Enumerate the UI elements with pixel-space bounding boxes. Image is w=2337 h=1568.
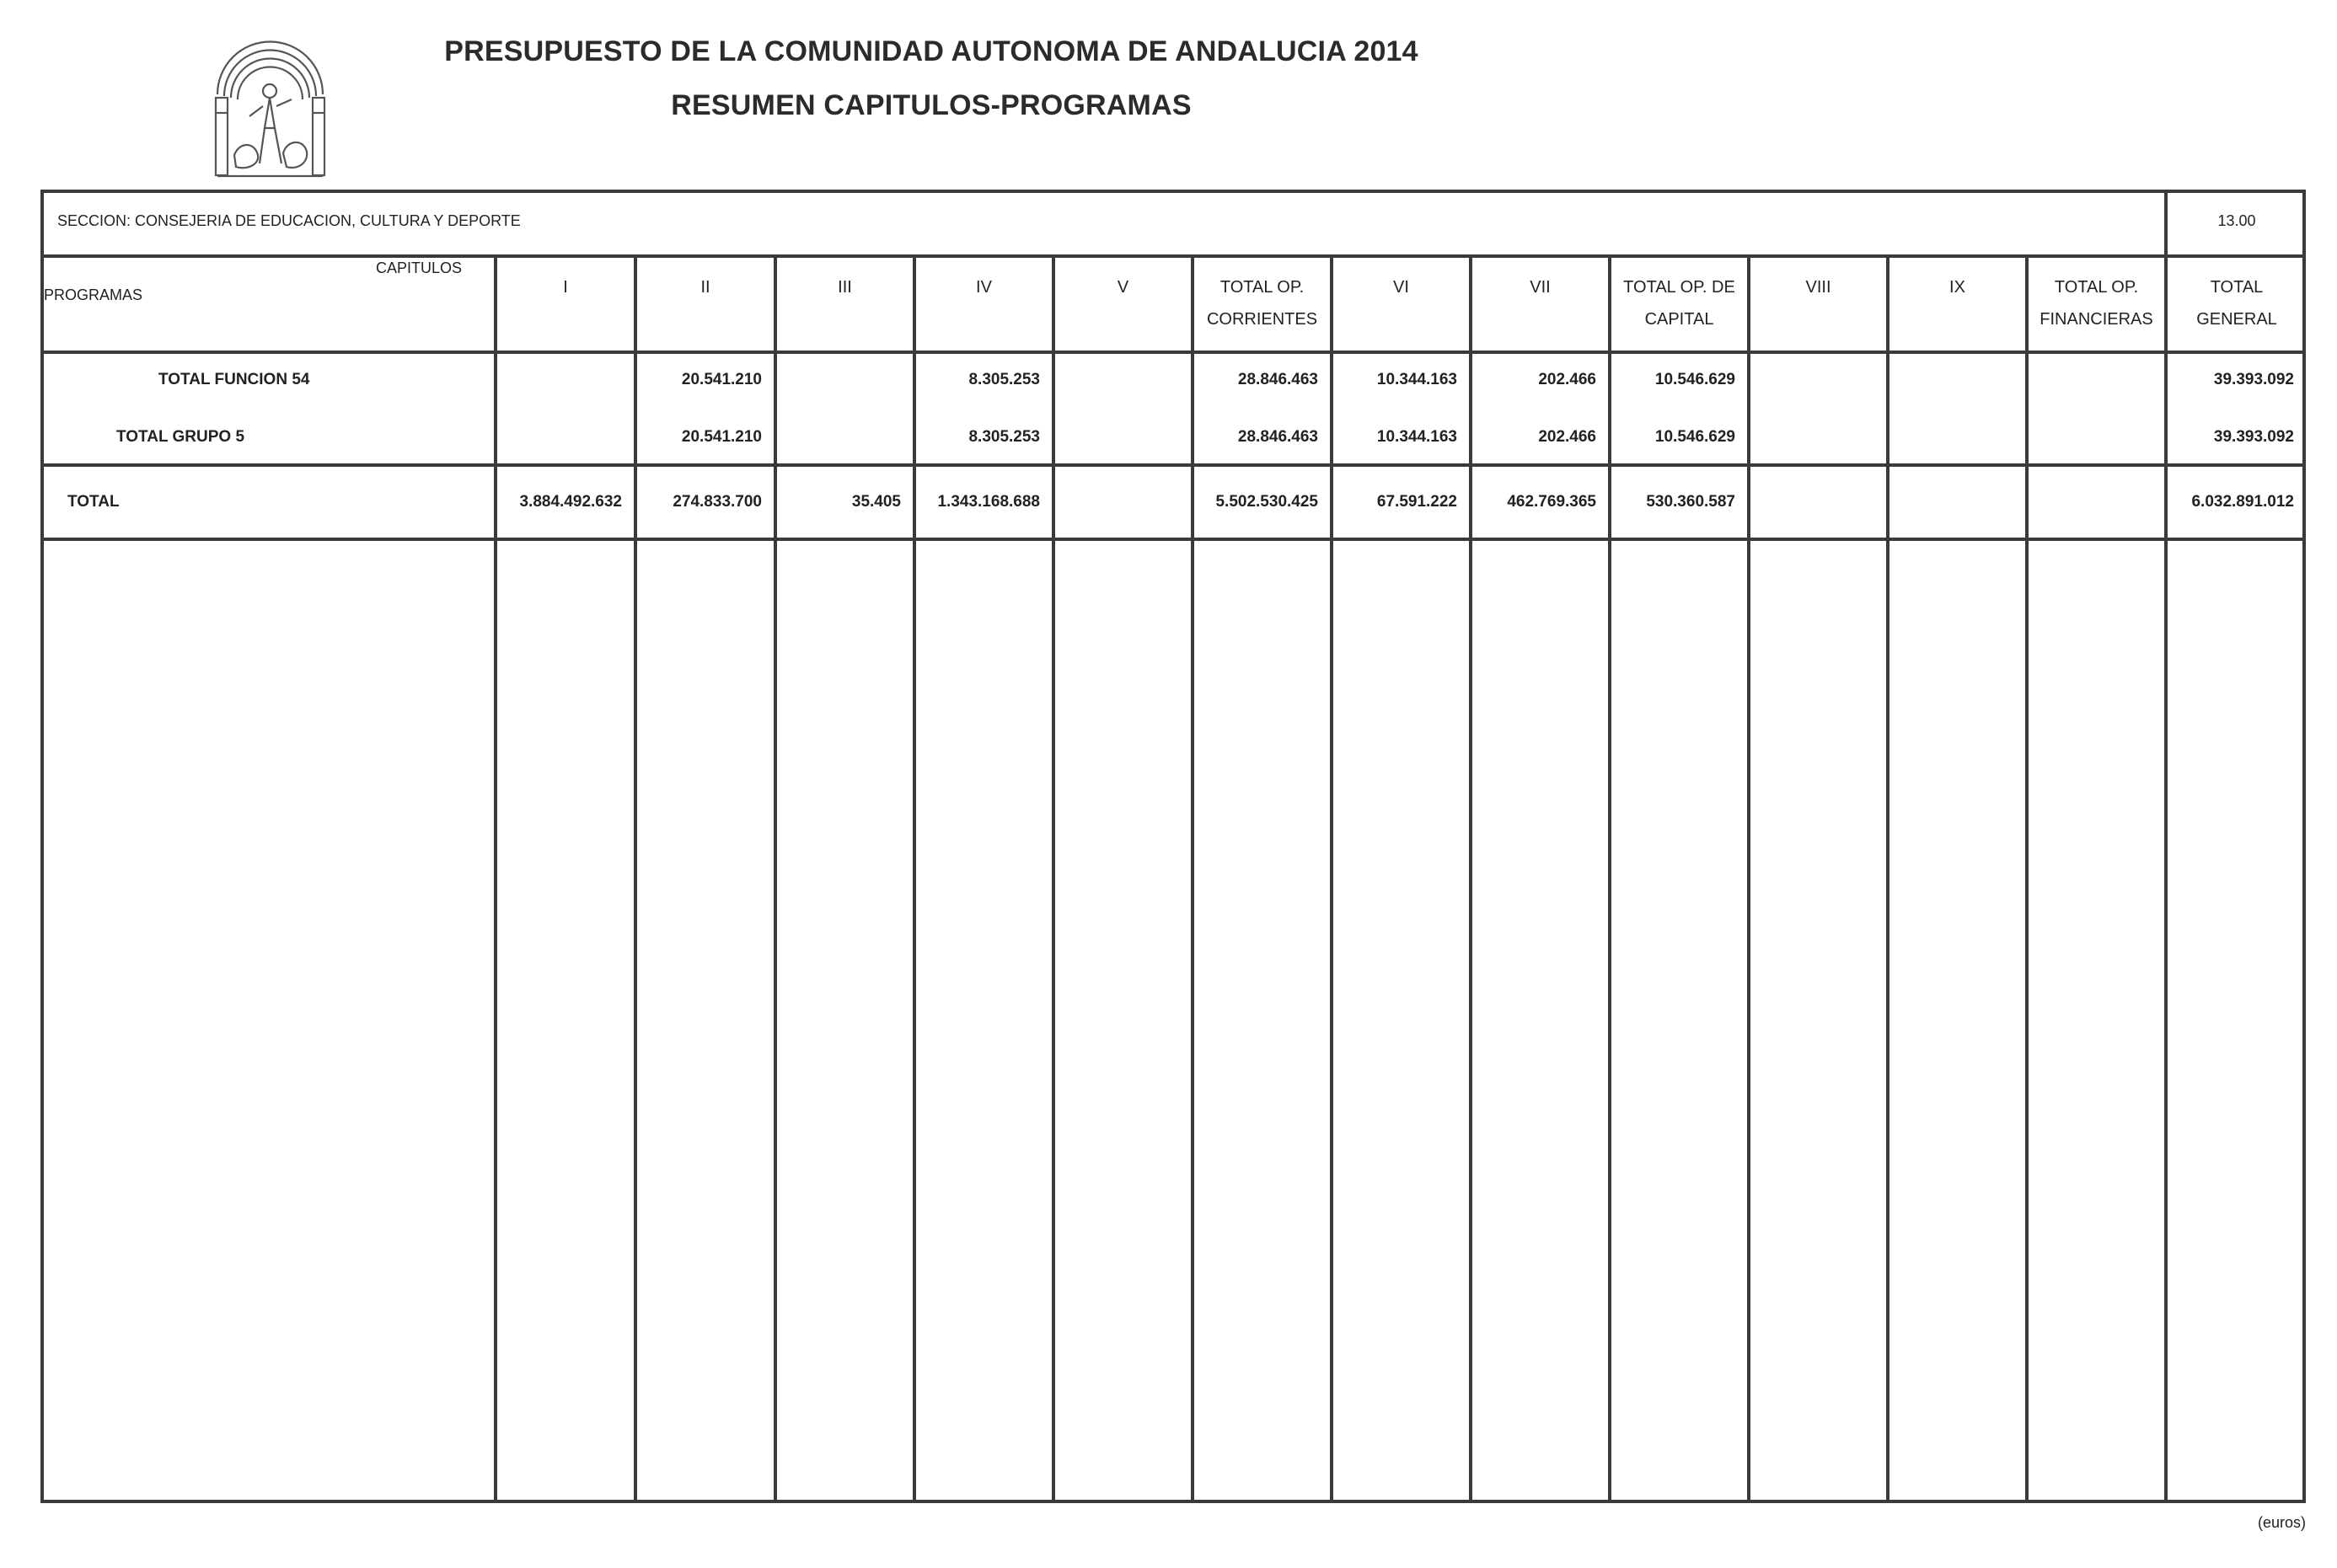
page-subtitle: RESUMEN CAPITULOS-PROGRAMAS — [671, 89, 1192, 121]
column-header: VIII — [1805, 278, 1831, 297]
junta-de-andalucia-emblem-icon — [209, 29, 331, 182]
table-cell: 28.846.463 — [1237, 371, 1318, 388]
row-label-grupo: TOTAL GRUPO 5 — [116, 428, 245, 446]
column-divider — [774, 254, 777, 1501]
row-label-funcion: TOTAL FUNCION 54 — [158, 371, 310, 388]
column-header: I — [563, 278, 568, 297]
column-header: TOTAL OP. DE CAPITAL — [1623, 278, 1735, 329]
row-label-total: TOTAL — [67, 493, 120, 511]
column-divider — [1886, 254, 1889, 1501]
column-header: VII — [1530, 278, 1551, 297]
table-cell: 5.502.530.425 — [1215, 493, 1318, 511]
table-cell: 3.884.492.632 — [519, 493, 622, 511]
column-header: IX — [1949, 278, 1965, 297]
table-cell: 8.305.253 — [968, 371, 1040, 388]
units-note: (euros) — [2257, 1514, 2306, 1531]
column-header: VI — [1393, 278, 1409, 297]
table-cell: 202.466 — [1538, 428, 1596, 446]
table-divider — [40, 351, 2306, 354]
table-divider — [40, 463, 2306, 467]
table-cell: 530.360.587 — [1646, 493, 1735, 511]
column-header: II — [700, 278, 710, 297]
table-cell: 28.846.463 — [1237, 428, 1318, 446]
table-cell: 67.591.222 — [1376, 493, 1457, 511]
column-divider — [1747, 254, 1750, 1501]
table-cell: 10.546.629 — [1654, 428, 1735, 446]
table-cell: 39.393.092 — [2213, 371, 2294, 388]
table-cell: 10.344.163 — [1376, 371, 1457, 388]
budget-table — [40, 190, 2306, 1503]
section-code: 13.00 — [2217, 212, 2256, 229]
column-header: III — [838, 278, 852, 297]
table-divider — [40, 538, 2306, 541]
section-label: SECCION: CONSEJERIA DE EDUCACION, CULTURA Y DEPORTE — [57, 212, 521, 229]
page-title: PRESUPUESTO DE LA COMUNIDAD AUTONOMA DE ANDALUCIA 2014 — [444, 35, 1418, 67]
column-header: TOTAL OP. FINANCIERAS — [2040, 278, 2153, 329]
table-cell: 8.305.253 — [968, 428, 1040, 446]
table-divider — [40, 254, 2306, 258]
corner-capitulos: CAPITULOS — [376, 260, 463, 276]
table-cell: 20.541.210 — [681, 371, 762, 388]
column-divider — [494, 254, 497, 1501]
corner-programas: PROGRAMAS — [44, 286, 143, 303]
column-header: TOTAL GENERAL — [2196, 278, 2277, 329]
column-header: IV — [976, 278, 992, 297]
table-cell: 10.546.629 — [1654, 371, 1735, 388]
column-header: V — [1117, 278, 1129, 297]
column-divider — [2025, 254, 2029, 1501]
table-cell: 274.833.700 — [673, 493, 762, 511]
table-cell: 462.769.365 — [1507, 493, 1596, 511]
table-cell: 6.032.891.012 — [2191, 493, 2294, 511]
column-header: TOTAL OP. CORRIENTES — [1206, 278, 1318, 329]
column-divider — [1052, 254, 1055, 1501]
table-cell: 35.405 — [851, 493, 901, 511]
table-cell: 39.393.092 — [2213, 428, 2294, 446]
table-cell: 202.466 — [1538, 371, 1596, 388]
table-cell: 1.343.168.688 — [937, 493, 1040, 511]
table-cell: 20.541.210 — [681, 428, 762, 446]
table-cell: 10.344.163 — [1376, 428, 1457, 446]
